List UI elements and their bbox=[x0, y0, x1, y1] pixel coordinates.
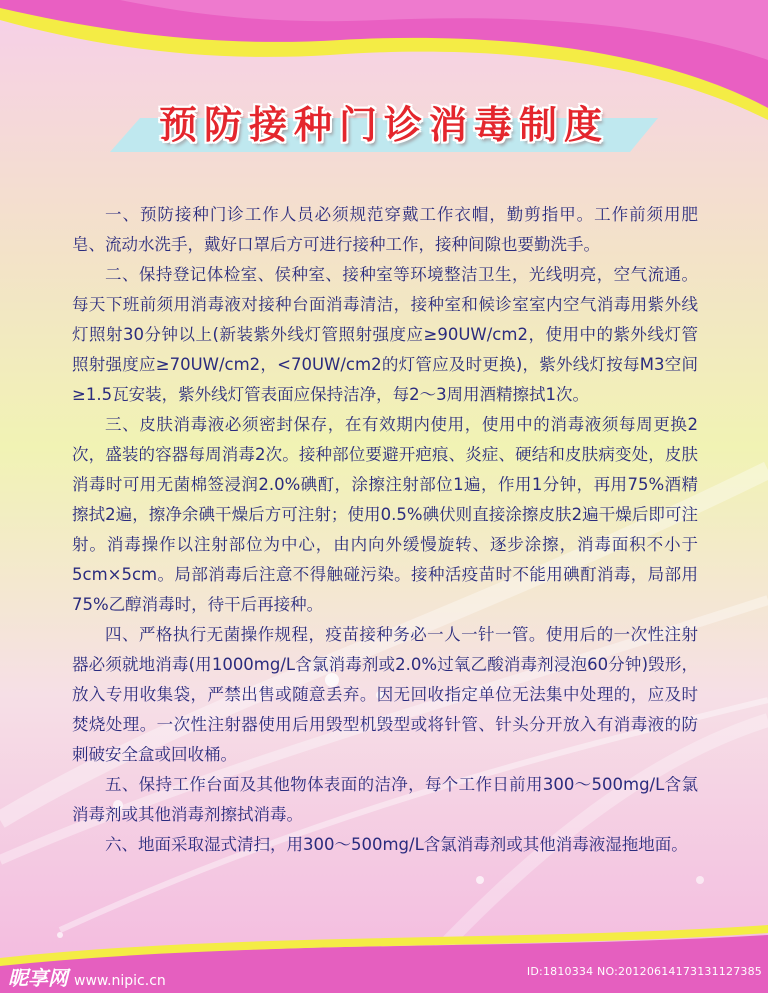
paragraph-4: 四、严格执行无菌操作规程，疫苗接种务必一人一针一管。使用后的一次性注射器必须就地消毒(用1000mg/L含氯消毒剂或2.0%过氧乙酸消毒剂浸泡60分钟)毁形，放入专用收集袋，严禁出售或随意丢弃。因无回收指定单位无法集中处理的，应及时焚烧处理。一次性注射器使用后用毁型机毁型或将针管、针头分开放入有消毒液的防刺破安全盒或回收桶。 bbox=[72, 625, 698, 764]
watermark-logo bbox=[8, 962, 166, 991]
bubble bbox=[476, 876, 484, 884]
bubble bbox=[696, 876, 704, 884]
body-text bbox=[72, 200, 698, 860]
paragraph-2: 二、保持登记体检室、侯种室、接种室等环境整洁卫生，光线明亮，空气流通。每天下班前须用消毒液对接种台面消毒清洁，接种室和候诊室室内空气消毒用紫外线灯照射30分钟以上(新装紫外线灯管照射强度应≥90UW/cm2，使用中的紫外线灯管照射强度应≥70UW/cm2，<70UW/cm2的灯管应及时更换)，紫外线灯按每M3空间≥1.5瓦安装，紫外线灯管表面应保持洁净，每2～3周用酒精擦拭1次。 bbox=[72, 265, 698, 404]
paragraph-3: 三、皮肤消毒液必须密封保存，在有效期内使用，使用中的消毒液须每周更换2次，盛装的容器每周消毒2次。接种部位要避开疤痕、炎症、硬结和皮肤病变处，皮肤消毒时可用无菌棉签浸润2.0%碘酊，涂擦注射部位1遍，作用1分钟，再用75%酒精擦拭2遍，擦净余碘干燥后方可注射；使用0.5%碘伏则直接涂擦皮肤2遍干燥后即可注射。消毒操作以注射部位为中心，由内向外缓慢旋转、逐步涂擦，消毒面积不小于5cm×5cm。局部消毒后注意不得触碰污染。接种活疫苗时不能用碘酊消毒，局部用75%乙醇消毒时，待干后再接种。 bbox=[72, 415, 698, 614]
title-area bbox=[110, 88, 658, 168]
paragraph-5: 五、保持工作台面及其他物体表面的洁净，每个工作日前用300～500mg/L含氯消毒剂或其他消毒剂擦拭消毒。 bbox=[72, 775, 698, 824]
paragraph-6: 六、地面采取湿式清扫，用300～500mg/L含氯消毒剂或其他消毒液湿拖地面。 bbox=[105, 835, 688, 854]
watermark-logo-text: 昵享网 bbox=[8, 966, 68, 990]
bubble bbox=[57, 932, 63, 938]
watermark-id: ID:1810334 NO:20120614173131127385 bbox=[526, 965, 762, 978]
watermark-domain: www.nipic.cn bbox=[74, 973, 166, 989]
paragraph-1: 一、预防接种门诊工作人员必须规范穿戴工作衣帽，勤剪指甲。工作前须用肥皂、流动水洗手，戴好口罩后方可进行接种工作，接种间隙也要勤洗手。 bbox=[72, 205, 698, 254]
page-title: 预防接种门诊消毒制度 bbox=[158, 103, 609, 147]
